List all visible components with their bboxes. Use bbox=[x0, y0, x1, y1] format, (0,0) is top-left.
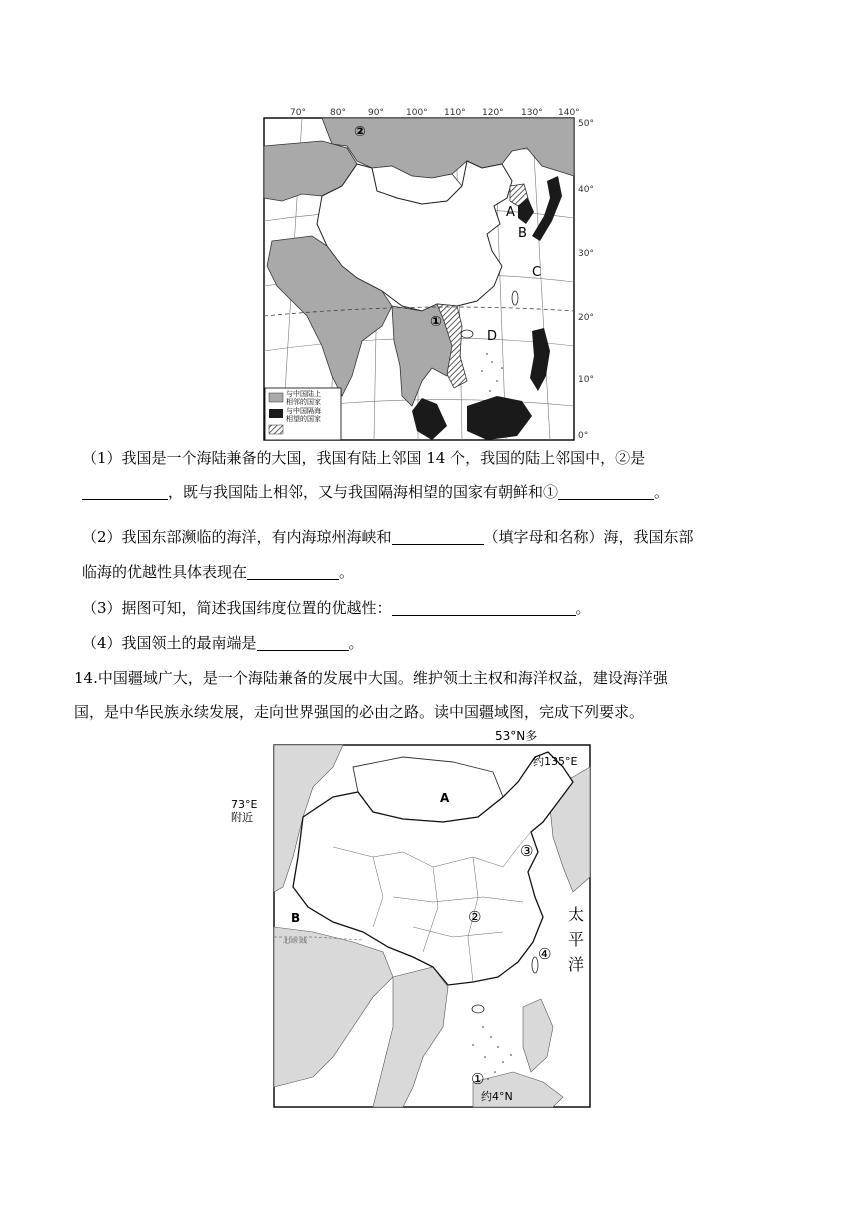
legend-swatch-both bbox=[269, 425, 283, 434]
answer-blank-q4[interactable] bbox=[257, 634, 349, 651]
q4-line: （4）我国领土的最南端是 。 bbox=[82, 634, 364, 652]
marker-A: A bbox=[506, 205, 515, 220]
legend-swatch-land bbox=[269, 393, 283, 402]
marker-circle-4: ④ bbox=[538, 945, 552, 963]
legend-sea-label-2: 相望的国家 bbox=[286, 415, 321, 423]
tick-140: 140° bbox=[558, 108, 580, 118]
legend-land-label-2: 相邻的国家 bbox=[286, 398, 321, 406]
marker-A: A bbox=[440, 791, 450, 805]
label-135e: 约135°E bbox=[533, 755, 578, 768]
label-4n: 约4°N bbox=[481, 1090, 513, 1103]
legend-swatch-sea bbox=[269, 409, 283, 418]
q2-line2: 临海的优越性具体表现在 。 bbox=[82, 563, 355, 581]
tick-70: 70° bbox=[290, 108, 306, 118]
tick-20n: 20° bbox=[578, 313, 594, 323]
tick-110: 110° bbox=[444, 108, 466, 118]
tick-100: 100° bbox=[406, 108, 428, 118]
marker-circle-1: ① bbox=[430, 314, 442, 330]
legend-sea-label-1: 与中国隔海 bbox=[286, 407, 321, 415]
marker-D: D bbox=[487, 329, 498, 344]
legend-land-label-1: 与中国陆上 bbox=[286, 390, 321, 398]
answer-blank-q2-sea[interactable] bbox=[392, 528, 484, 545]
q1-line1: （1）我国是一个海陆兼备的大国，我国有陆上邻国 14 个，我国的陆上邻国中，②是 bbox=[82, 449, 646, 467]
marker-B: B bbox=[291, 911, 301, 925]
tick-0: 0° bbox=[578, 431, 589, 441]
china-territory-map bbox=[273, 727, 593, 1109]
tick-80: 80° bbox=[330, 108, 346, 118]
marker-circle-2: ② bbox=[468, 908, 482, 926]
marker-C: C bbox=[532, 265, 542, 280]
ocean-char-1: 太 bbox=[568, 905, 585, 924]
q14-line1: 14.中国疆域广大，是一个海陆兼备的发展中大国。维护领土主权和海洋权益，建设海洋强 bbox=[74, 669, 668, 687]
q1-line2: ，既与我国陆上相邻，又与我国隔海相望的国家有朝鲜和① 。 bbox=[82, 482, 669, 502]
q14-line2: 国，是中华民族永续发展，走向世界强国的必由之路。读中国疆域图，完成下列要求。 bbox=[74, 703, 645, 721]
asia-neighbors-map bbox=[262, 106, 598, 442]
answer-blank-q3[interactable] bbox=[392, 599, 576, 616]
map1-legend bbox=[265, 388, 341, 440]
tick-30n: 30° bbox=[578, 249, 594, 259]
answer-blank-q1-circle1[interactable] bbox=[558, 483, 654, 500]
marker-circle-3: ③ bbox=[520, 842, 534, 860]
marker-circle-2: ② bbox=[354, 124, 366, 140]
label-73e: 73°E 附近 bbox=[231, 798, 258, 824]
label-53n: 53°N多 bbox=[495, 729, 538, 743]
answer-blank-q1-circle2[interactable] bbox=[82, 483, 168, 500]
label-tropic: 北回归线 bbox=[283, 938, 308, 945]
tick-130: 130° bbox=[521, 108, 543, 118]
answer-blank-q2-advantage[interactable] bbox=[247, 563, 339, 580]
ocean-char-3: 洋 bbox=[568, 955, 585, 974]
q3-line: （3）据图可知，简述我国纬度位置的优越性： 。 bbox=[82, 599, 591, 617]
ocean-char-2: 平 bbox=[568, 930, 585, 949]
tick-120: 120° bbox=[482, 108, 504, 118]
marker-B: B bbox=[518, 226, 527, 241]
tick-50n: 50° bbox=[578, 119, 594, 129]
tick-90: 90° bbox=[368, 108, 384, 118]
tick-10n: 10° bbox=[578, 375, 594, 385]
q2-line1: （2）我国东部濒临的海洋，有内海琼州海峡和 （填字母和名称）海，我国东部 bbox=[82, 528, 694, 546]
tick-40n: 40° bbox=[578, 185, 594, 195]
marker-circle-1: ① bbox=[471, 1070, 485, 1088]
